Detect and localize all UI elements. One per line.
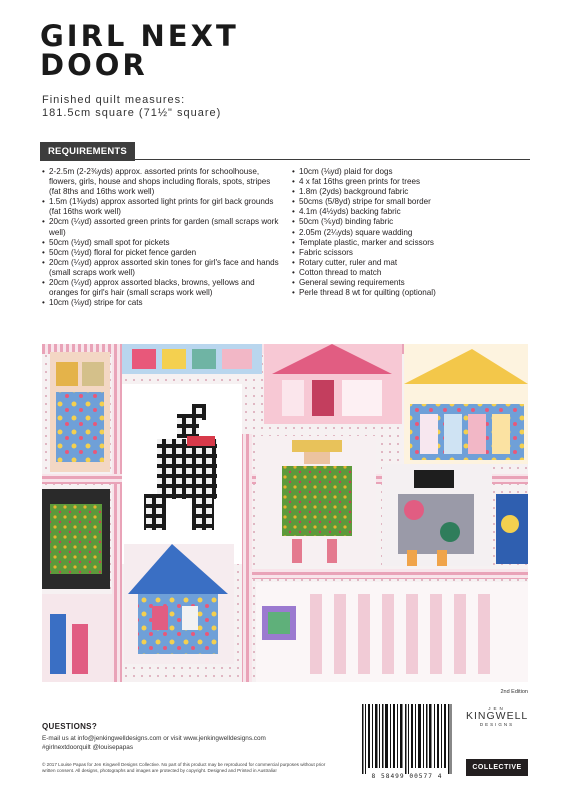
requirement-item: • 50cm (½yd) floral for picket fence garden	[42, 248, 282, 258]
finished-size-value: 181.5cm square (71½" square)	[42, 107, 222, 119]
barcode-icon	[362, 704, 452, 774]
quilt-illustration	[42, 344, 528, 682]
requirement-item: • 50cm (½yd) small spot for pickets	[42, 238, 282, 248]
collective-badge: COLLECTIVE	[466, 759, 528, 776]
requirement-item: • 20cm (¼yd) approx assorted blacks, browns, yellows and oranges for girl's hair (small scraps work well)	[42, 278, 282, 298]
contact-social: #girlnextdoorquilt @louisepapas	[42, 744, 134, 751]
requirements-divider	[40, 159, 530, 160]
requirement-item: • 2-2.5m (2-2⅜yds) approx. assorted prints for schoolhouse, flowers, girls, house and shops including florals, spots, stripes (fat 8ths and 16ths work well)	[42, 167, 282, 197]
edition-note: 2nd Edition	[500, 689, 528, 695]
requirements-list-right	[292, 167, 532, 298]
requirement-item: • 4.1m (4½yds) backing fabric	[292, 207, 532, 217]
requirements-list-left	[42, 167, 282, 308]
requirement-item: • Perle thread 8 wt for quilting (optional)	[292, 288, 532, 298]
requirement-item: • Template plastic, marker and scissors	[292, 238, 532, 248]
brand-logo-top: JEN	[488, 706, 506, 711]
requirement-item: • 50cm (⅚yd) binding fabric	[292, 217, 532, 227]
contact-email-website: E-mail us at info@jenkingwelldesigns.com or visit www.jenkingwelldesigns.com	[42, 735, 266, 742]
brand-logo-main: KINGWELL	[466, 710, 529, 722]
requirement-item: • 10cm (⅛yd) plaid for dogs	[292, 167, 532, 177]
requirement-item: • Fabric scissors	[292, 248, 532, 258]
pattern-title	[40, 19, 239, 82]
requirement-item: • 20cm (¼yd) approx assorted skin tones for girl's face and hands (small scraps work well)	[42, 258, 282, 278]
requirement-item: • 1.5m (1⅜yds) approx assorted light prints for girl back grounds (fat 16ths work well)	[42, 197, 282, 217]
requirement-item: • Rotary cutter, ruler and mat	[292, 258, 532, 268]
contact-info	[42, 734, 266, 752]
requirement-item: • 20cm (¼yd) assorted green prints for garden (small scraps work well)	[42, 217, 282, 237]
requirement-item: • 4 x fat 16ths green prints for trees	[292, 177, 532, 187]
brand-logo-bottom: DESIGNS	[479, 722, 515, 727]
questions-heading: QUESTIONS?	[42, 722, 98, 731]
brand-logo	[466, 706, 528, 727]
requirement-item: • Cotton thread to match	[292, 268, 532, 278]
finished-size	[42, 94, 221, 120]
requirements-heading: REQUIREMENTS	[40, 142, 135, 161]
finished-size-label: Finished quilt measures:	[42, 94, 186, 106]
requirement-item: • 2.05m (2¼yds) square wadding	[292, 228, 532, 238]
barcode-number: 8 58499 00577 4	[371, 773, 443, 780]
requirement-item: • 10cm (⅛yd) stripe for cats	[42, 298, 282, 308]
requirement-item: • General sewing requirements	[292, 278, 532, 288]
title-line-2: DOOR	[40, 48, 148, 82]
requirement-item: • 1.8m (2yds) background fabric	[292, 187, 532, 197]
copyright-notice: © 2017 Louise Papas for Jen Kingwell Designs Collective. No part of this product may be reproduced for commercial purposes without prior written consent. All designs, photographs and images are protected by copyright. Designed and Printed in Australia!	[42, 762, 326, 773]
requirement-item: • 50cms (5/8yd) stripe for small border	[292, 197, 532, 207]
title-line-1: GIRL NEXT	[40, 19, 239, 53]
quilt-photo	[42, 344, 528, 682]
